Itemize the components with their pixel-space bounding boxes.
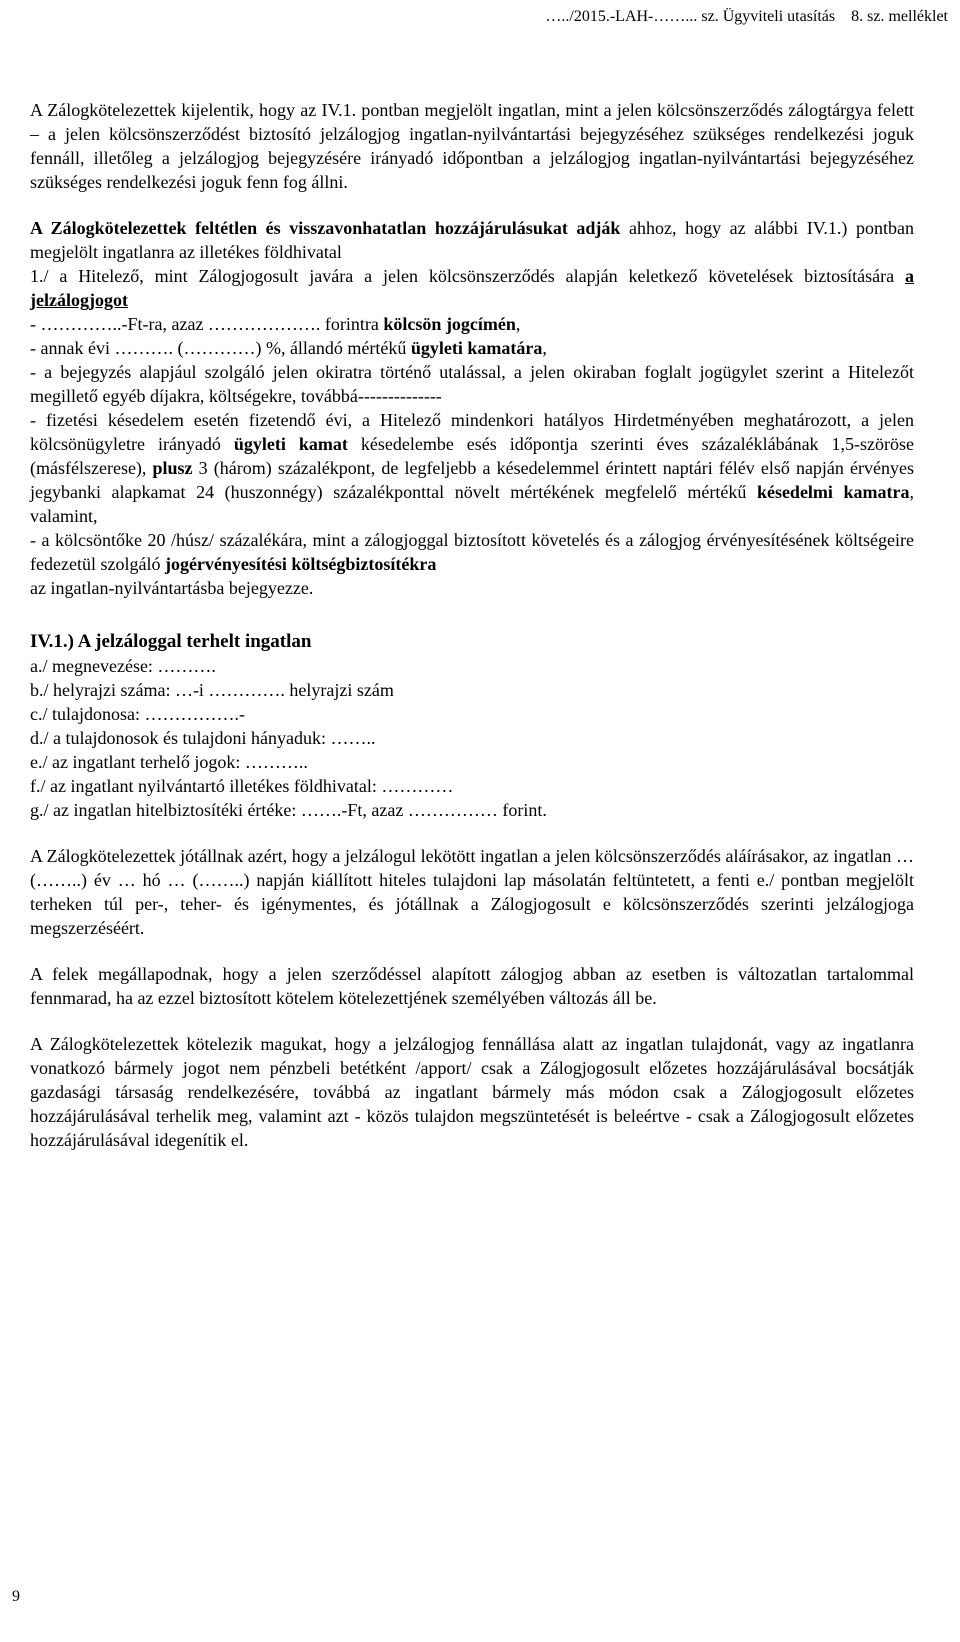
paragraph-loan-amount xyxy=(30,312,914,336)
late-interest-text-c: késedelembe esés időpontja szerinti éves százaléklábának 1,5-szöröse (másfélszerese), xyxy=(30,434,915,478)
enforcement-bold-text: jogérvényesítési költségbiztosítékra xyxy=(164,554,437,574)
list-item-owners-shares: d./ a tulajdonosok és tulajdoni hányaduk: …….. xyxy=(30,728,376,748)
list-item-name: a./ megnevezése: ………. xyxy=(30,656,216,676)
paragraph-fees: - a bejegyzés alapjául szolgáló jelen okiratra történő utalással, a jelen okiraban foglalt jogügylet szerint a Hitelezőt megillető egyéb díjakra, költségekre, továbbá-------------- xyxy=(30,362,914,406)
document-header: …../2015.-LAH-……... sz. Ügyviteli utasítás 8. sz. melléklet xyxy=(545,8,948,25)
late-interest-text-a: - fizetési késedelem esetén fizetendő évi, a Hitelező mindenkori hatályos Hirdetményében meghatározott, a jelen kölcsönügyletre irányadó xyxy=(30,410,914,454)
paragraph-declaration: A Zálogkötelezettek kijelentik, hogy az IV.1. pontban megjelölt ingatlan, mint a jelen kölcsönszerződés zálogtárgya felett – a jelen kölcsönszerződést biztosító jelzálogjog ingatlan-nyilvántartási bejegyzéséhez szükséges rendelkezési joguk fennáll, illetőleg a jelzálogjog bejegyzésére irányadó időpontban a jelzálogjog ingatlan-nyilvántartási bejegyzéséhez szükséges rendelkezési joguk fenn fog állni. xyxy=(30,100,914,192)
late-interest-bold-b: ügyleti kamat xyxy=(233,434,348,454)
paragraph-consent xyxy=(30,216,914,264)
list-item-encumbrances: e./ az ingatlant terhelő jogok: ……….. xyxy=(30,752,308,772)
loan-amount-text: - …………..-Ft-ra, azaz ………………. forintra xyxy=(30,314,384,334)
lien-text: 1./ a Hitelező, mint Zálogjogosult javára a jelen kölcsönszerződés alapján keletkező követelések biztosítására xyxy=(30,266,905,286)
late-interest-text-e: 3 (három) százalékpont, de legfeljebb a késedelemmel érintett naptári félév első napján érvényes jegybanki alapkamat 24 (huszonnégy) százalékponttal növelt mértékének megfelelő mértékű xyxy=(30,458,914,502)
interest-post: , xyxy=(542,338,547,358)
paragraph-obligation: A Zálogkötelezettek kötelezik magukat, hogy a jelzálogjog fennállása alatt az ingatlan tulajdonát, vagy az ingatlanra vonatkozó bármely jogot nem pénzbeli betétként /apport/ csak a Zálogjogosult előzetes hozzájárulásával bocsátják gazdasági társaság rendelkezésére, továbbá az ingatlant bármely más módon csak a Zálogjogosult előzetes hozzájárulásával terhelik meg, valamint azt - közös tulajdon megszüntetését is beleértve - csak a Zálogjogosult előzetes hozzájárulásával idegenítik el. xyxy=(30,1034,914,1150)
interest-text: - annak évi ………. (…………) %, állandó mértékű xyxy=(30,338,411,358)
consent-text: ahhoz, hogy az alábbi IV.1.) pontban megjelölt ingatlanra az illetékes földhivatal xyxy=(30,218,914,262)
late-interest-text-g: , valamint, xyxy=(30,482,914,526)
property-details-list xyxy=(30,654,914,822)
page-number: 9 xyxy=(12,1588,20,1605)
section-title xyxy=(30,630,914,654)
loan-amount-bold-text: kölcsön jogcímén xyxy=(383,314,516,334)
paragraph-late-interest xyxy=(30,408,914,528)
enforcement-text: - a kölcsöntőke 20 /húsz/ százalékára, mint a zálogjoggal biztosított követelés és a zálogjog érvényesítésének költségeire fedezetül szolgáló xyxy=(30,530,914,574)
list-item-land-office: f./ az ingatlant nyilvántartó illetékes földhivatal: ………… xyxy=(30,776,454,796)
late-interest-bold-d: plusz xyxy=(152,458,193,478)
late-interest-bold-f: késedelmi kamatra xyxy=(756,482,910,502)
lien-bold-text: a jelzálogjogot xyxy=(30,266,914,310)
paragraph-registration: az ingatlan-nyilvántartásba bejegyezze. xyxy=(30,578,314,598)
paragraph-warranty: A Zálogkötelezettek jótállnak azért, hogy a jelzálogul lekötött ingatlan a jelen kölcsönszerződés aláírásakor, az ingatlan … (……..) év … hó … (……..) napján kiállított hiteles tulajdoni lap másolatán feltüntetett, a fenti e./ pontban megjelölt terheken túl per-, teher- és igénymentes, és jótállnak a Zálogjogosult e kölcsönszerződés szerinti jelzálogjoga megszerzéséért. xyxy=(30,846,914,938)
loan-amount-post: , xyxy=(515,314,521,334)
section-title-text: IV.1.) A jelzáloggal terhelt ingatlan xyxy=(30,631,312,652)
list-item-owner: c./ tulajdonosa: …………….- xyxy=(30,704,245,724)
interest-bold-text: ügyleti kamatára xyxy=(410,338,543,358)
paragraph-enforcement xyxy=(30,528,914,576)
paragraph-agreement: A felek megállapodnak, hogy a jelen szerződéssel alapított zálogjog abban az esetben is változatlan tartalommal fennmarad, ha az ezzel biztosított kötelem kötelezettjének személyében változás áll be. xyxy=(30,964,914,1008)
list-item-parcel: b./ helyrajzi száma: …-i …………. helyrajzi szám xyxy=(30,680,394,700)
consent-bold-text: A Zálogkötelezettek feltétlen és visszavonhatatlan hozzájárulásukat adják xyxy=(30,218,621,238)
document-body xyxy=(30,98,914,1152)
list-item-value: g./ az ingatlan hitelbiztosítéki értéke: …….-Ft, azaz …………… forint. xyxy=(30,800,547,820)
paragraph-lien xyxy=(30,264,914,312)
paragraph-interest xyxy=(30,336,914,360)
